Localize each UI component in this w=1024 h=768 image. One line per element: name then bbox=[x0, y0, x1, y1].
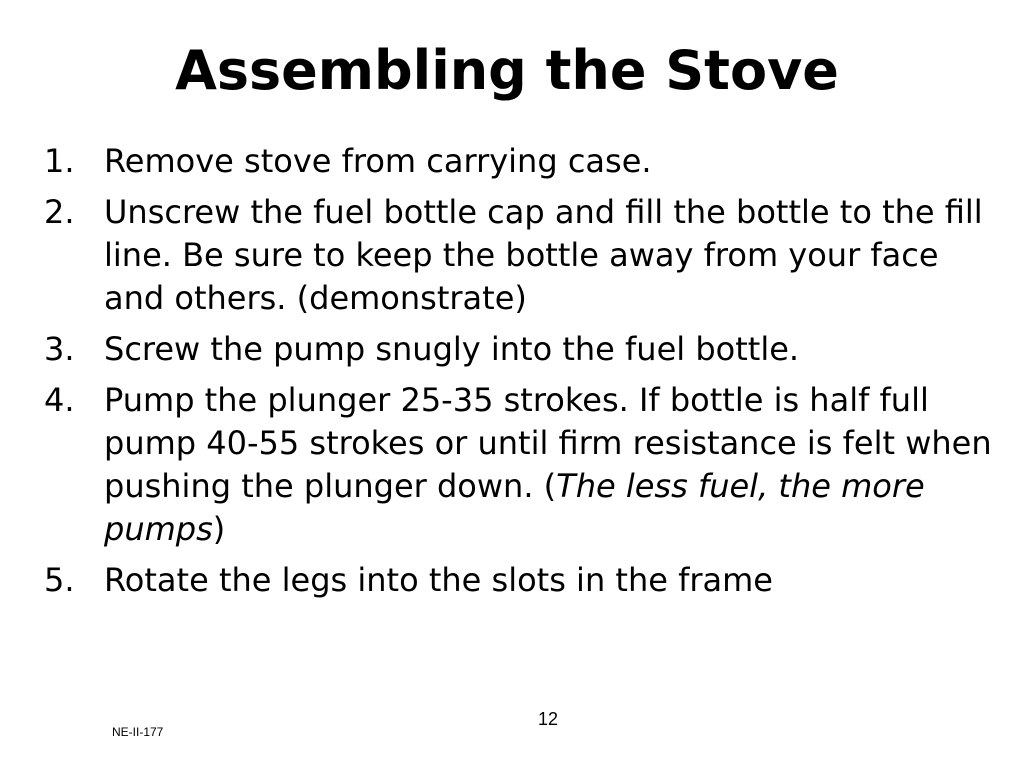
step-4 bbox=[44, 379, 1004, 551]
slide-title: Assembling the Stove bbox=[175, 39, 839, 102]
step-text bbox=[104, 379, 1004, 551]
step-1 bbox=[44, 140, 1004, 183]
step-text-main: Pump the plunger 25-35 strokes. If bottle is half full pump 40-55 strokes or until firm resistance is felt when pushing the plunger down. ( bbox=[104, 381, 992, 505]
page-number: 12 bbox=[538, 709, 559, 729]
step-text: Remove stove from carrying case. bbox=[104, 142, 652, 180]
step-2 bbox=[44, 191, 1004, 320]
step-text: Screw the pump snugly into the fuel bottle. bbox=[104, 330, 800, 368]
step-text: Rotate the legs into the slots in the frame bbox=[104, 561, 773, 599]
step-number: 3. bbox=[44, 330, 75, 368]
step-5 bbox=[44, 559, 1004, 602]
step-number: 2. bbox=[44, 193, 75, 231]
footer-code: NE-II-177 bbox=[112, 725, 164, 739]
step-note-italic: The less fuel, the more pumps bbox=[104, 467, 925, 548]
step-text-close: ) bbox=[212, 510, 226, 548]
step-text: Unscrew the fuel bottle cap and fill the bottle to the fill line. Be sure to keep the bottle away from your face and others. (demonstrate) bbox=[104, 193, 983, 317]
step-3 bbox=[44, 328, 1004, 371]
step-number: 4. bbox=[44, 381, 75, 419]
step-number: 5. bbox=[44, 561, 75, 599]
assembly-steps-list bbox=[44, 140, 1004, 610]
step-number: 1. bbox=[44, 142, 75, 180]
